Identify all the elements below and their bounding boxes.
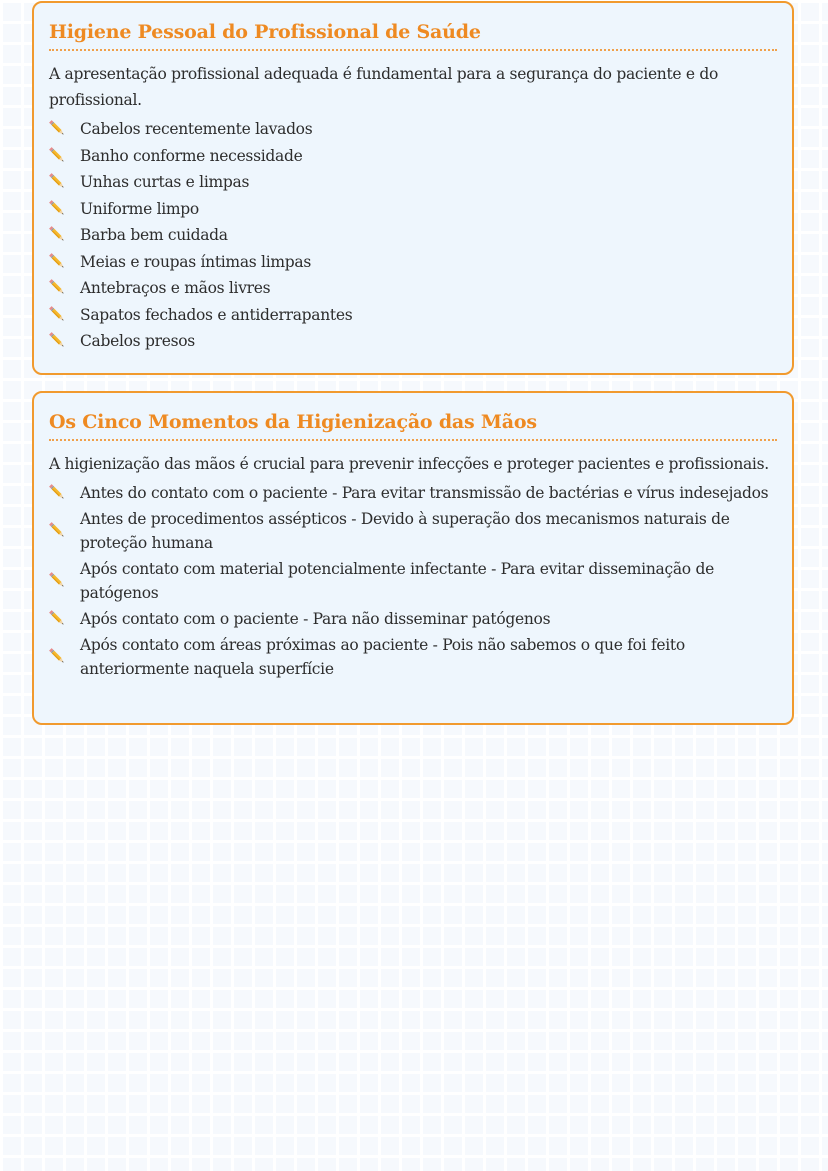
list-item xyxy=(49,633,777,681)
list-item-text: Unhas curtas e limpas xyxy=(80,173,250,191)
pencil-icon xyxy=(49,200,67,218)
list-item xyxy=(49,303,777,327)
list-item xyxy=(49,197,777,221)
pencil-icon xyxy=(49,120,67,138)
section-title: Os Cinco Momentos da Higienização das Mãos xyxy=(49,407,777,441)
list-item-text: Antes de procedimentos assépticos - Devido à superação dos mecanismos naturais de proteção humana xyxy=(80,510,730,552)
pencil-icon xyxy=(49,253,67,271)
list-item-text: Banho conforme necessidade xyxy=(80,146,303,165)
section-intro: A apresentação profissional adequada é fundamental para a segurança do paciente e do profissional. xyxy=(49,65,719,109)
list-item xyxy=(49,144,777,168)
list-item-text: Cabelos presos xyxy=(80,332,195,350)
pencil-icon xyxy=(49,484,67,502)
list-item xyxy=(49,170,777,194)
list-item-text: Antebraços e mãos livres xyxy=(80,279,271,297)
list-item xyxy=(49,223,777,247)
pencil-icon xyxy=(49,306,67,324)
list-item-text: Cabelos recentemente lavados xyxy=(80,120,313,138)
list-item-text: Uniforme limpo xyxy=(80,199,199,218)
pencil-icon xyxy=(49,522,67,540)
list-item xyxy=(49,276,777,300)
checklist xyxy=(49,117,777,353)
pencil-icon xyxy=(49,226,67,244)
pencil-icon xyxy=(49,147,67,165)
list-item-text: Sapatos fechados e antiderrapantes xyxy=(80,305,353,324)
list-item xyxy=(49,481,777,505)
list-item-text: Após contato com áreas próximas ao paciente - Pois não sabemos o que foi feito anteriormente naquela superfície xyxy=(80,636,685,678)
list-item xyxy=(49,250,777,274)
list-item-text: Meias e roupas íntimas limpas xyxy=(80,252,311,271)
pencil-icon xyxy=(49,648,67,666)
list-item xyxy=(49,329,777,353)
pencil-icon xyxy=(49,572,67,590)
section-title: Higiene Pessoal do Profissional de Saúde xyxy=(49,17,777,51)
list-item xyxy=(49,507,777,555)
list-item-text: Após contato com material potencialmente infectante - Para evitar disseminação de patógenos xyxy=(80,560,714,602)
list-item xyxy=(49,607,777,631)
pencil-icon xyxy=(49,173,67,191)
list-item-text: Antes do contato com o paciente - Para evitar transmissão de bactérias e vírus indesejados xyxy=(80,484,769,502)
section-higiene-pessoal xyxy=(32,1,794,375)
list-item xyxy=(49,117,777,141)
pencil-icon xyxy=(49,610,67,628)
section-intro: A higienização das mãos é crucial para prevenir infecções e proteger pacientes e profissionais. xyxy=(49,455,769,473)
list-item-text: Após contato com o paciente - Para não disseminar patógenos xyxy=(80,610,551,628)
pencil-icon xyxy=(49,332,67,350)
section-cinco-momentos xyxy=(32,391,794,725)
pencil-icon xyxy=(49,279,67,297)
list-item-text: Barba bem cuidada xyxy=(80,226,228,244)
checklist xyxy=(49,481,777,681)
list-item xyxy=(49,557,777,605)
